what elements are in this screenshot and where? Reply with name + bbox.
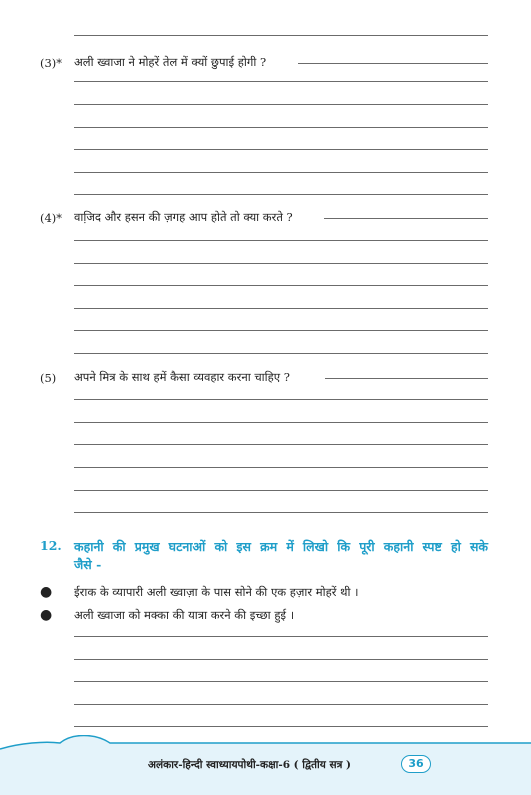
bullet-text: ईराक के व्यापारी अली ख्वाज़ा के पास सोने की एक हज़ार मोहरें थी ।	[74, 585, 359, 599]
answer-line[interactable]	[74, 490, 488, 491]
question-3	[40, 55, 266, 70]
answer-line[interactable]	[298, 63, 488, 64]
answer-line[interactable]	[74, 399, 488, 400]
question-text: वाजि़द और हसन की ज़गह आप होते तो क्या करते ?	[74, 210, 293, 224]
question-5	[40, 370, 290, 385]
question-number: (3)*	[40, 55, 63, 70]
answer-line[interactable]	[74, 149, 488, 150]
section-12-heading	[40, 538, 488, 574]
answer-line[interactable]	[74, 330, 488, 331]
answer-line[interactable]	[74, 726, 488, 727]
answer-line[interactable]	[74, 681, 488, 682]
answer-line[interactable]	[74, 444, 488, 445]
bullet-icon: ●	[40, 584, 53, 600]
answer-line[interactable]	[74, 81, 488, 82]
page-number-badge: 36	[401, 755, 431, 773]
answer-line[interactable]	[74, 467, 488, 468]
question-number: (4)*	[40, 210, 63, 225]
bullet-text: अली ख्वाजा को मक्का की यात्रा करने की इच्छा हुई ।	[74, 608, 295, 622]
section-instruction: कहानी की प्रमुख घटनाओं को इस क्रम में लिखो कि पूरी कहानी स्पष्ट हो सके	[74, 539, 488, 554]
answer-line[interactable]	[74, 512, 488, 513]
question-4	[40, 210, 293, 225]
question-number: (5)	[40, 370, 57, 385]
answer-line[interactable]	[74, 240, 488, 241]
answer-line[interactable]	[74, 35, 488, 36]
answer-line[interactable]	[74, 127, 488, 128]
answer-line[interactable]	[74, 422, 488, 423]
answer-line[interactable]	[74, 704, 488, 705]
answer-line[interactable]	[74, 353, 488, 354]
section-instruction-cont: जैसे -	[74, 557, 102, 572]
answer-line[interactable]	[74, 636, 488, 637]
answer-line[interactable]	[325, 378, 488, 379]
answer-line[interactable]	[74, 263, 488, 264]
answer-line[interactable]	[74, 194, 488, 195]
answer-line[interactable]	[324, 218, 488, 219]
answer-line[interactable]	[74, 104, 488, 105]
section-number: 12.	[40, 538, 62, 553]
answer-line[interactable]	[74, 285, 488, 286]
answer-line[interactable]	[74, 308, 488, 309]
answer-line[interactable]	[74, 659, 488, 660]
footer-title: अलंकार-हिन्दी स्वाध्यायपोथी-कक्षा-6 ( द्वितीय सत्र )	[148, 759, 352, 771]
question-text: अपने मित्र के साथ हमें कैसा व्यवहार करना चाहिए ?	[74, 370, 290, 384]
question-text: अली ख्वाजा ने मोहरें तेल में क्यों छुपाई होगी ?	[74, 55, 267, 69]
bullet-icon: ●	[40, 607, 53, 623]
answer-line[interactable]	[74, 172, 488, 173]
